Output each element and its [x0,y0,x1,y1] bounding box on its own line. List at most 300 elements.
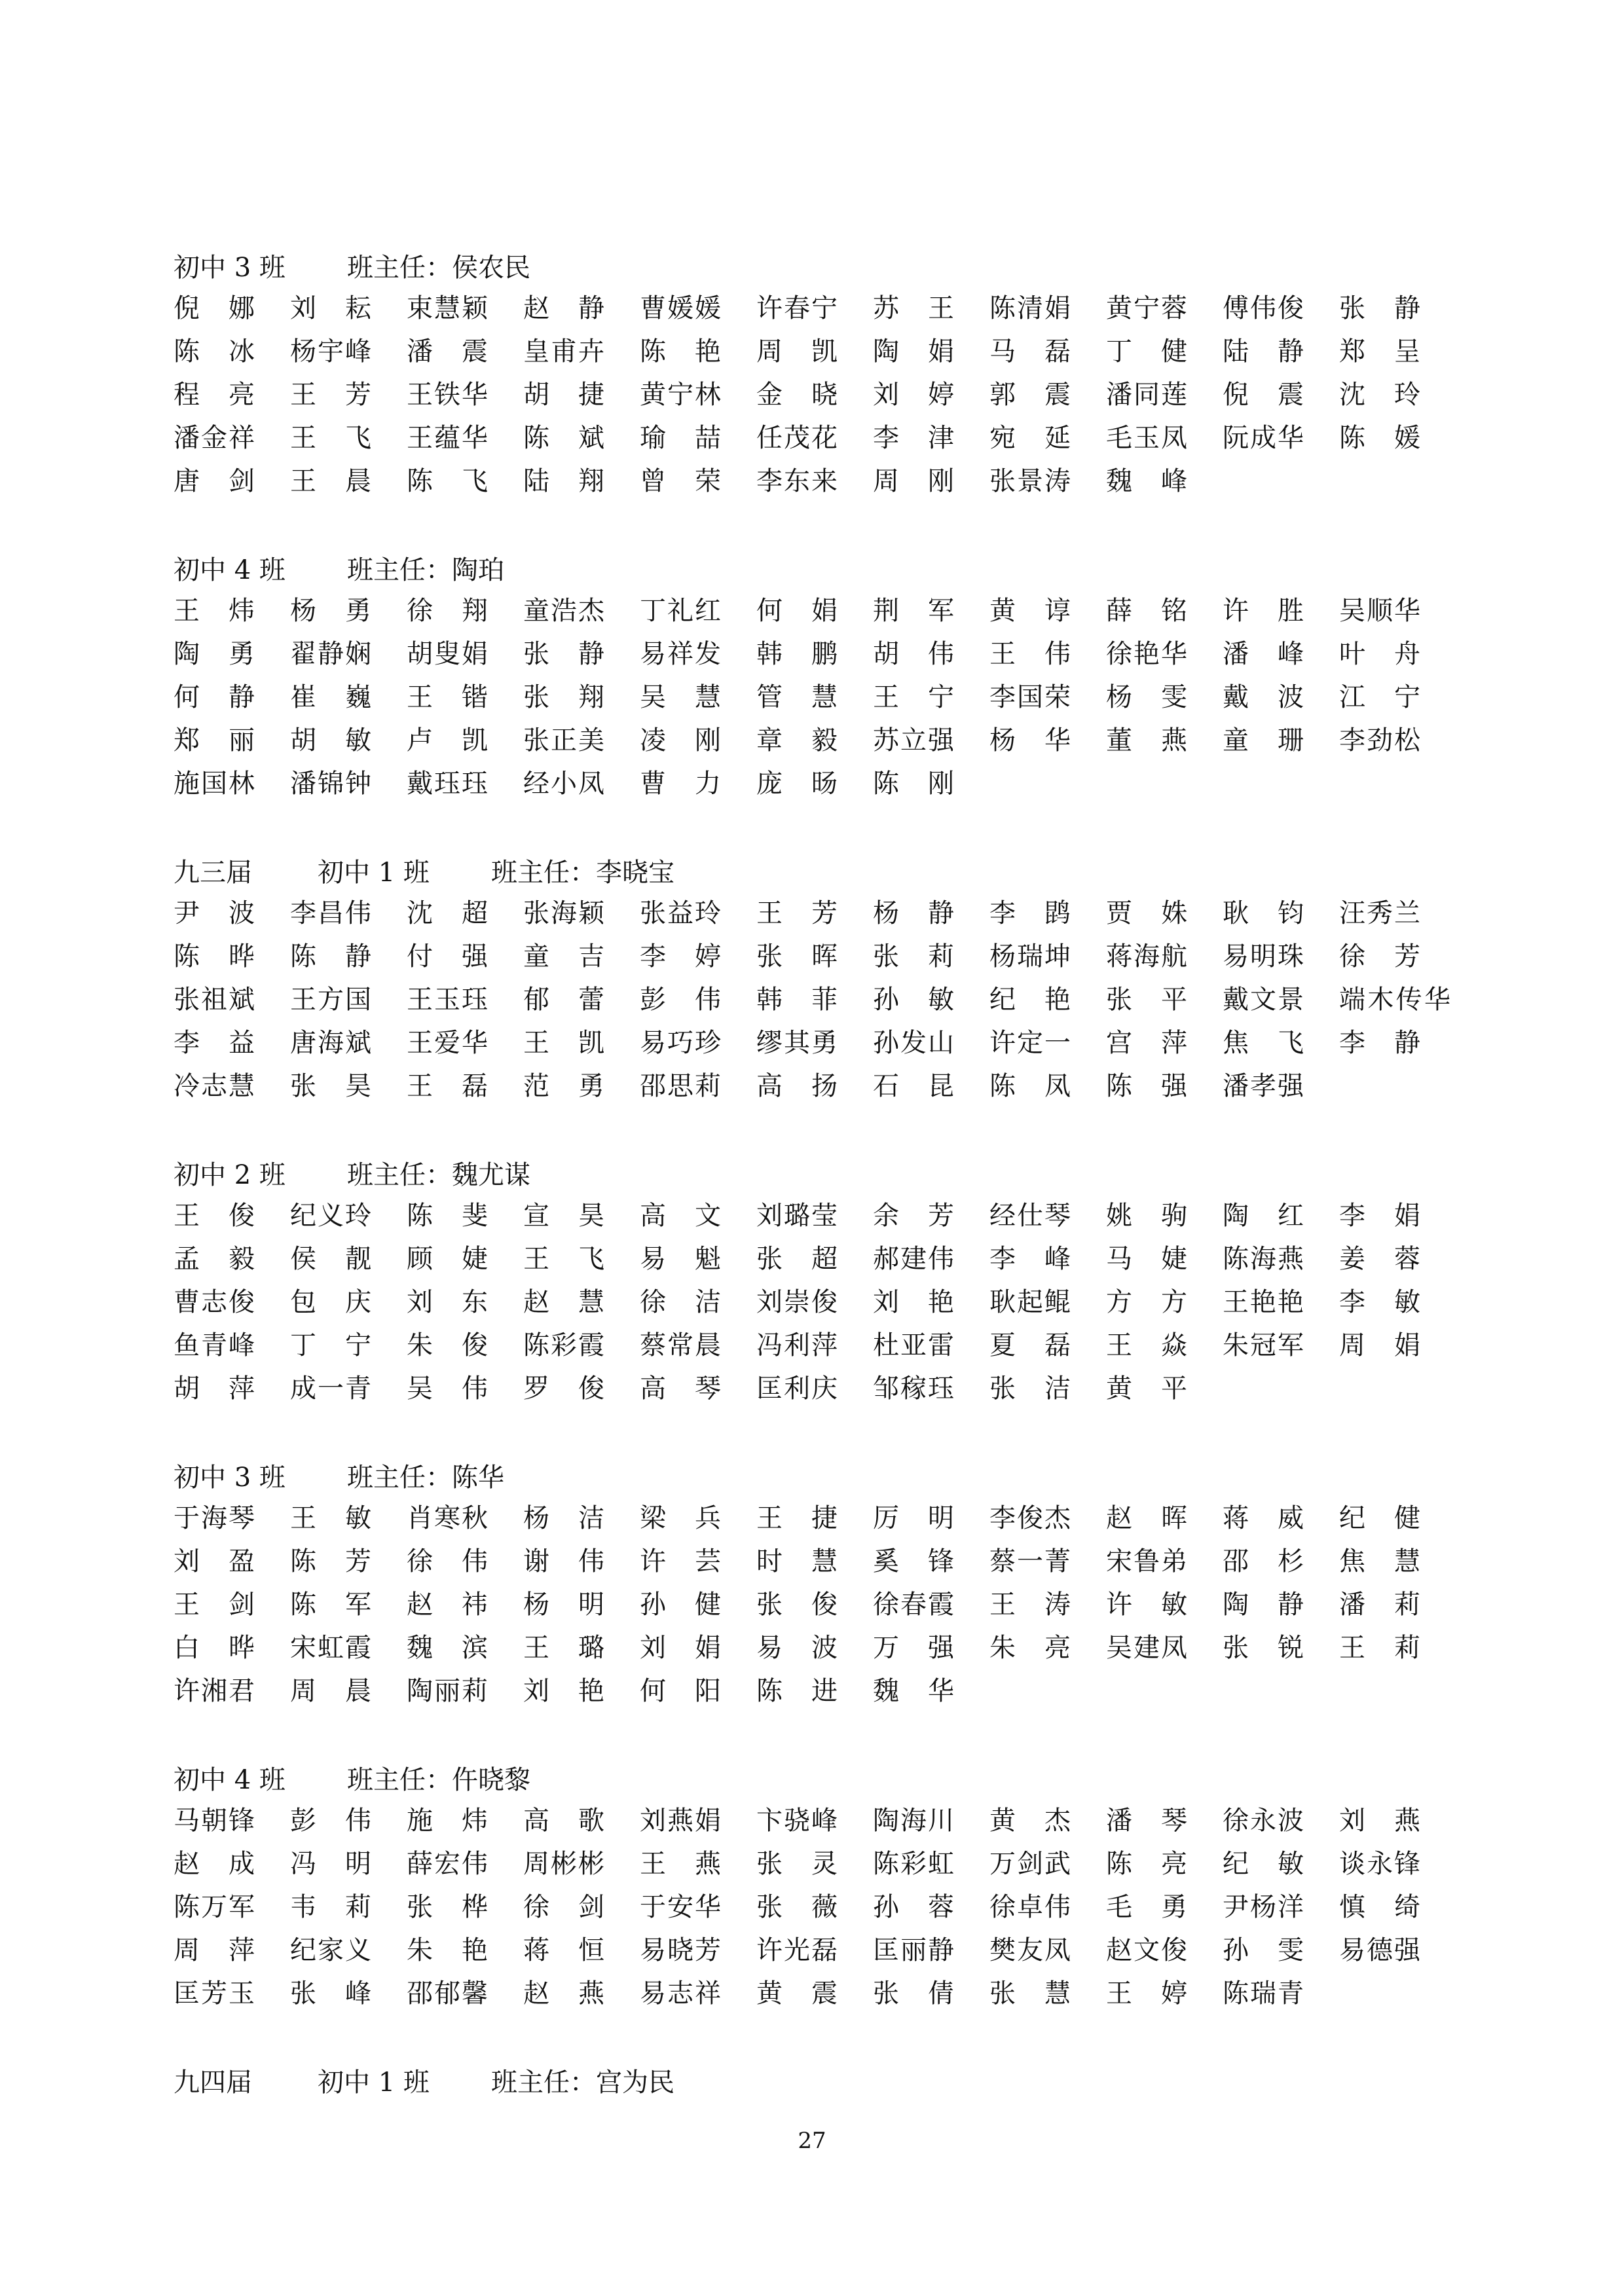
student-name: 赵祎 [407,1590,488,1620]
class-header [174,244,1483,287]
student-name: 杨静 [873,898,954,928]
student-name: 刘艳 [873,1287,954,1317]
student-name: 张俊 [756,1590,838,1620]
class-header [174,2058,1483,2102]
student-name: 孙敏 [873,985,954,1015]
student-name: 赵晖 [1106,1503,1187,1533]
student-name: 刘耘 [290,293,371,323]
page-number: 27 [798,2128,826,2154]
student-name: 陈强 [1106,1071,1187,1101]
student-name: 崔巍 [290,682,371,712]
student-name: 郑呈 [1339,337,1420,367]
student-name: 毛玉凤 [1106,423,1187,453]
student-name: 周娟 [1339,1330,1420,1360]
student-name: 潘锦钟 [290,769,371,799]
student-name: 余芳 [873,1201,954,1231]
student-name: 包庆 [290,1287,371,1317]
student-name: 白晔 [174,1633,255,1663]
student-name: 许胜 [1223,596,1304,626]
student-name: 王捷 [756,1503,838,1533]
student-name: 赵成 [174,1849,255,1879]
student-name: 李峰 [989,1244,1071,1274]
student-name: 杜亚雷 [873,1330,954,1360]
student-name: 张洁 [989,1374,1071,1404]
student-name: 赵文俊 [1106,1935,1187,1965]
student-name: 毛勇 [1106,1892,1187,1922]
student-name: 王艳艳 [1223,1287,1304,1317]
student-name: 徐芳 [1339,941,1420,972]
student-name: 王炜 [174,596,255,626]
student-name: 施炜 [407,1806,488,1836]
class-header [174,1756,1483,1799]
student-name: 黄平 [1106,1374,1187,1404]
student-name: 陈静 [290,941,371,972]
student-name: 郭震 [989,380,1071,410]
student-name: 慎绮 [1339,1892,1420,1922]
student-name: 傅伟俊 [1223,293,1304,323]
student-name: 黄宁林 [640,380,721,410]
student-name: 尹杨洋 [1223,1892,1304,1922]
student-name: 何娟 [756,596,838,626]
student-name: 许芸 [640,1546,721,1576]
student-name: 樊友凤 [989,1935,1071,1965]
student-name: 王敏 [290,1503,371,1533]
student-name: 叶舟 [1339,639,1420,669]
student-name: 黄震 [756,1978,838,2009]
student-name: 皇甫卉 [523,337,604,367]
student-name: 徐洁 [640,1287,721,1317]
class-label: 初中 4 班 [174,1764,286,1795]
student-name: 于安华 [640,1892,721,1922]
student-name: 纪义玲 [290,1201,371,1231]
student-name: 张昊 [290,1071,371,1101]
student-name: 李昌伟 [290,898,371,928]
student-name: 张锐 [1223,1633,1304,1663]
student-name: 管慧 [756,682,838,712]
student-name: 潘同莲 [1106,380,1187,410]
student-name: 童吉 [523,941,604,972]
student-name: 刘婷 [873,380,954,410]
student-name: 杨华 [989,725,1071,756]
student-name: 张静 [523,639,604,669]
student-name: 薛宏伟 [407,1849,488,1879]
student-name: 施国林 [174,769,255,799]
student-name: 丁健 [1106,337,1187,367]
student-name: 石昆 [873,1071,954,1101]
student-name: 冷志慧 [174,1071,255,1101]
student-name: 刘璐莹 [756,1201,838,1231]
student-name: 张灵 [756,1849,838,1879]
student-name: 蒋威 [1223,1503,1304,1533]
student-name: 陈芳 [290,1546,371,1576]
student-name: 徐翔 [407,596,488,626]
student-name: 谈永锋 [1339,1849,1420,1879]
student-name: 许光磊 [756,1935,838,1965]
student-name: 陈彩虹 [873,1849,954,1879]
student-name: 唐剑 [174,466,255,496]
student-name: 贾姝 [1106,898,1187,928]
student-name: 成一青 [290,1374,371,1404]
student-name: 邵郁馨 [407,1978,488,2009]
student-name: 张海颖 [523,898,604,928]
class-section [174,1756,1483,2015]
student-name: 沈超 [407,898,488,928]
student-name: 于海琴 [174,1503,255,1533]
student-name: 李婷 [640,941,721,972]
class-label: 初中 3 班 [174,1462,286,1493]
student-name: 张益玲 [640,898,721,928]
student-name: 耿钧 [1223,898,1304,928]
student-name: 张倩 [873,1978,954,2009]
student-name: 万剑武 [989,1849,1071,1879]
student-name: 朱艳 [407,1935,488,1965]
student-name: 王方国 [290,985,371,1015]
student-name: 潘孝强 [1223,1071,1304,1101]
student-name: 肖寒秋 [407,1503,488,1533]
student-name: 王燕 [640,1849,721,1879]
student-name: 胡敏 [290,725,371,756]
student-roster [174,892,1483,1108]
student-name: 王剑 [174,1590,255,1620]
student-name: 陈军 [290,1590,371,1620]
head-teacher: 班主任：侯农民 [347,252,530,283]
student-name: 宋鲁弟 [1106,1546,1187,1576]
student-name: 纪健 [1339,1503,1420,1533]
student-name: 姜蓉 [1339,1244,1420,1274]
student-name: 曹媛媛 [640,293,721,323]
class-section [174,2058,1483,2102]
student-name: 罗俊 [523,1374,604,1404]
student-name: 易志祥 [640,1978,721,2009]
student-name: 纪家义 [290,1935,371,1965]
student-name: 王婷 [1106,1978,1187,2009]
student-name: 王飞 [523,1244,604,1274]
student-name: 易魁 [640,1244,721,1274]
student-name: 蔡常晨 [640,1330,721,1360]
student-name: 翟静娴 [290,639,371,669]
student-name: 万强 [873,1633,954,1663]
student-name: 高扬 [756,1071,838,1101]
student-name: 宋虹霞 [290,1633,371,1663]
student-name: 凌刚 [640,725,721,756]
student-name: 魏峰 [1106,466,1187,496]
student-name: 童浩杰 [523,596,604,626]
student-name: 姚驹 [1106,1201,1187,1231]
student-name: 刘艳 [523,1676,604,1706]
student-name: 刘娟 [640,1633,721,1663]
student-name: 冯明 [290,1849,371,1879]
student-name: 魏华 [873,1676,954,1706]
cohort-label: 九四届 [174,2067,252,2098]
student-name: 苏立强 [873,725,954,756]
student-name: 方方 [1106,1287,1187,1317]
student-name: 厉明 [873,1503,954,1533]
student-name: 陶丽莉 [407,1676,488,1706]
student-name: 瑜喆 [640,423,721,453]
student-name: 王飞 [290,423,371,453]
student-name: 陈冰 [174,337,255,367]
student-name: 易明珠 [1223,941,1304,972]
student-name: 张静 [1339,293,1420,323]
student-name: 戴文景 [1223,985,1304,1015]
student-name: 李静 [1339,1028,1420,1058]
student-name: 荆军 [873,596,954,626]
student-name: 李东来 [756,466,838,496]
student-name: 陈瑞青 [1223,1978,1304,2009]
student-name: 端木传华 [1339,985,1450,1015]
student-name: 王磊 [407,1071,488,1101]
student-name: 丁礼红 [640,596,721,626]
student-name: 邵思莉 [640,1071,721,1101]
student-name: 许春宁 [756,293,838,323]
student-name: 陈飞 [407,466,488,496]
student-name: 缪其勇 [756,1028,838,1058]
student-name: 许定一 [989,1028,1071,1058]
student-name: 许湘君 [174,1676,255,1706]
student-name: 杨瑞坤 [989,941,1071,972]
student-name: 高文 [640,1201,721,1231]
student-name: 王莉 [1339,1633,1420,1663]
class-section [174,244,1483,503]
student-name: 纪艳 [989,985,1071,1015]
student-name: 周凯 [756,337,838,367]
student-name: 沈玲 [1339,380,1420,410]
student-name: 马朝锋 [174,1806,255,1836]
student-name: 王爱华 [407,1028,488,1058]
student-name: 潘震 [407,337,488,367]
student-name: 高琴 [640,1374,721,1404]
student-name: 潘莉 [1339,1590,1420,1620]
student-name: 杨宇峰 [290,337,371,367]
student-name: 高歌 [523,1806,604,1836]
student-roster [174,1497,1483,1713]
student-name: 邵杉 [1223,1546,1304,1576]
student-name: 付强 [407,941,488,972]
student-name: 阮成华 [1223,423,1304,453]
student-name: 周刚 [873,466,954,496]
student-name: 朱亮 [989,1633,1071,1663]
student-name: 李娟 [1339,1201,1420,1231]
class-section [174,546,1483,805]
class-section [174,1151,1483,1410]
student-name: 陈海燕 [1223,1244,1304,1274]
student-name: 王芳 [290,380,371,410]
student-name: 张晖 [756,941,838,972]
student-name: 汪秀兰 [1339,898,1420,928]
student-name: 彭伟 [640,985,721,1015]
student-name: 赵燕 [523,1978,604,2009]
student-name: 夏磊 [989,1330,1071,1360]
head-teacher: 班主任：仵晓黎 [347,1764,530,1795]
student-name: 陆翔 [523,466,604,496]
student-name: 焦飞 [1223,1028,1304,1058]
student-name: 张慧 [989,1978,1071,2009]
student-name: 徐卓伟 [989,1892,1071,1922]
class-label: 初中 1 班 [318,857,430,888]
student-name: 陈进 [756,1676,838,1706]
student-name: 曹志俊 [174,1287,255,1317]
student-roster [174,589,1483,805]
student-name: 孙蓉 [873,1892,954,1922]
student-name: 韩菲 [756,985,838,1015]
student-name: 李益 [174,1028,255,1058]
student-name: 赵静 [523,293,604,323]
student-name: 江宁 [1339,682,1420,712]
student-name: 倪震 [1223,380,1304,410]
student-name: 何静 [174,682,255,712]
student-name: 匡利庆 [756,1374,838,1404]
student-name: 易波 [756,1633,838,1663]
head-teacher: 班主任：陈华 [347,1462,504,1493]
student-name: 经小凤 [523,769,604,799]
student-name: 吴伟 [407,1374,488,1404]
student-name: 张正美 [523,725,604,756]
student-name: 刘盈 [174,1546,255,1576]
student-name: 丁宁 [290,1330,371,1360]
student-name: 李国荣 [989,682,1071,712]
student-name: 张景涛 [989,466,1071,496]
student-name: 侯靓 [290,1244,371,1274]
student-name: 王晨 [290,466,371,496]
student-name: 易巧珍 [640,1028,721,1058]
student-name: 宣昊 [523,1201,604,1231]
student-name: 刘崇俊 [756,1287,838,1317]
student-name: 奚锋 [873,1546,954,1576]
student-name: 王蕴华 [407,423,488,453]
student-name: 束慧颖 [407,293,488,323]
student-name: 王俊 [174,1201,255,1231]
student-name: 倪娜 [174,293,255,323]
student-name: 杨勇 [290,596,371,626]
student-name: 梁兵 [640,1503,721,1533]
student-name: 何阳 [640,1676,721,1706]
student-name: 杨洁 [523,1503,604,1533]
student-name: 周晨 [290,1676,371,1706]
student-name: 李鹍 [989,898,1071,928]
student-name: 彭伟 [290,1806,371,1836]
student-name: 冯利萍 [756,1330,838,1360]
student-name: 陆静 [1223,337,1304,367]
student-name: 陈清娟 [989,293,1071,323]
student-name: 戴波 [1223,682,1304,712]
student-name: 王宁 [873,682,954,712]
student-name: 张桦 [407,1892,488,1922]
student-name: 董燕 [1106,725,1187,756]
student-name: 张超 [756,1244,838,1274]
student-name: 吴慧 [640,682,721,712]
student-name: 韩鹏 [756,639,838,669]
student-name: 王焱 [1106,1330,1187,1360]
student-name: 蒋海航 [1106,941,1187,972]
student-name: 顾婕 [407,1244,488,1274]
student-name: 孟毅 [174,1244,255,1274]
student-name: 韦莉 [290,1892,371,1922]
student-name: 朱俊 [407,1330,488,1360]
student-name: 王锴 [407,682,488,712]
student-name: 苏王 [873,293,954,323]
student-name: 周彬彬 [523,1849,604,1879]
student-name: 胡捷 [523,380,604,410]
student-name: 陈艳 [640,337,721,367]
student-name: 郝建伟 [873,1244,954,1274]
student-name: 蒋恒 [523,1935,604,1965]
student-name: 纪敏 [1223,1849,1304,1879]
student-name: 吴建凤 [1106,1633,1187,1663]
student-name: 孙健 [640,1590,721,1620]
student-name: 潘金祥 [174,423,255,453]
student-name: 潘峰 [1223,639,1304,669]
student-name: 陈亮 [1106,1849,1187,1879]
student-name: 马婕 [1106,1244,1187,1274]
student-name: 陈媛 [1339,423,1420,453]
student-name: 黄谆 [989,596,1071,626]
student-name: 焦慧 [1339,1546,1420,1576]
student-name: 杨雯 [1106,682,1187,712]
student-name: 张莉 [873,941,954,972]
student-name: 黄宁蓉 [1106,293,1187,323]
student-name: 蔡一菁 [989,1546,1071,1576]
class-header [174,1453,1483,1497]
student-name: 童珊 [1223,725,1304,756]
student-name: 陶娟 [873,337,954,367]
student-name: 徐春霞 [873,1590,954,1620]
student-name: 朱冠军 [1223,1330,1304,1360]
student-name: 王芳 [756,898,838,928]
class-section [174,848,1483,1108]
student-name: 尹波 [174,898,255,928]
student-name: 刘燕娟 [640,1806,721,1836]
student-name: 程亮 [174,380,255,410]
student-name: 陈斐 [407,1201,488,1231]
student-name: 任茂花 [756,423,838,453]
student-name: 郁蕾 [523,985,604,1015]
student-name: 王铁华 [407,380,488,410]
class-label: 初中 1 班 [318,2067,430,2098]
student-name: 刘燕 [1339,1806,1420,1836]
student-name: 陈万军 [174,1892,255,1922]
student-name: 易德强 [1339,1935,1420,1965]
student-name: 薛铭 [1106,596,1187,626]
student-name: 易祥发 [640,639,721,669]
student-name: 李俊杰 [989,1503,1071,1533]
student-name: 耿起鲲 [989,1287,1071,1317]
student-name: 张薇 [756,1892,838,1922]
cohort-label: 九三届 [174,857,252,888]
student-name: 杨明 [523,1590,604,1620]
head-teacher: 班主任：魏尤谋 [347,1159,530,1190]
student-name: 吴顺华 [1339,596,1420,626]
student-name: 章毅 [756,725,838,756]
student-name: 胡萍 [174,1374,255,1404]
student-name: 鱼青峰 [174,1330,255,1360]
student-name: 王凯 [523,1028,604,1058]
document-body [174,244,1483,2145]
student-name: 戴珏珏 [407,769,488,799]
student-name: 时慧 [756,1546,838,1576]
student-name: 卢凯 [407,725,488,756]
student-name: 陶勇 [174,639,255,669]
student-name: 陈晔 [174,941,255,972]
student-name: 匡芳玉 [174,1978,255,2009]
head-teacher: 班主任：陶珀 [347,555,504,585]
student-name: 孙雯 [1223,1935,1304,1965]
student-roster [174,287,1483,503]
student-name: 徐伟 [407,1546,488,1576]
student-name: 陈刚 [873,769,954,799]
student-name: 易晓芳 [640,1935,721,1965]
student-name: 张峰 [290,1978,371,2009]
student-name: 徐剑 [523,1892,604,1922]
